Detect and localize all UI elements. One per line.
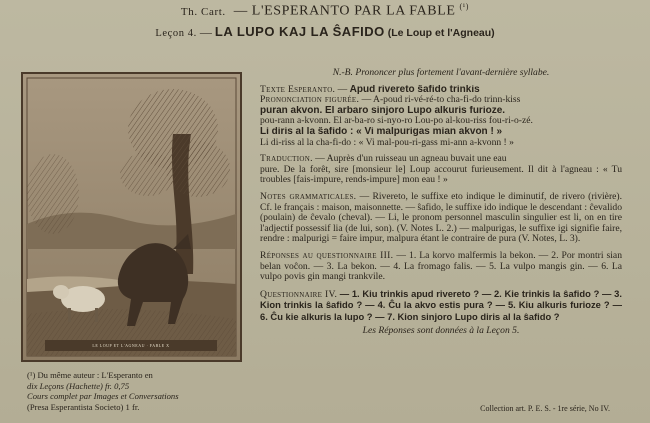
pronunciation-label: Prononciation figurée. [260,95,360,106]
engraving-plate-caption: LE LOUP ET L'AGNEAU · FABLE X [92,343,170,348]
footnote-line-4: (Presa Esperantista Societo) 1 fr. [27,401,140,412]
traduction-line-1: Traduction. — Auprès d'un ruisseau un agneau buvait une eau [260,154,507,165]
header-dash: — [233,2,248,18]
texte-line-1: Texte Esperanto. — Apud rivereto ŝafido trinkis [260,84,480,95]
answers-note: Les Réponses sont données à la Leçon 5. [362,326,520,337]
esperanto-line-3: Li diris al la ŝafido : « Vi malpurigas mian akvon ! » [260,126,503,137]
questionnaire-text: — 1. Kiu trinkis apud rivereto ? — 2. Kie trinkis la ŝafido ? — 3. Kion trinkis la ŝafido ? — 4. Ĉu la akvo estis pura ? — 5. Kiu alkuris furioze ? — 6. Ĉu kie alkuris la lupo ? — 7. Kion sinjoro Lupo diris al la ŝafido ? [260,287,622,322]
traduction-body: pure. De la forêt, sire [monsieur le] Loup accourut furieusement. Il dit à l'agneau : « Tu troubles [fais-impure, rends-impure] mon eau ! » [260,163,622,186]
title-footnote-mark: (¹) [459,2,470,11]
notes-text: — Rivereto, le suffixe eto indique le diminutif, de rivero (rivière). Cf. le français : maison, maisonnette. — ŝafido, le suffixe ido indique le descendant : ĉevalido (poulain) de ĉevalo (cheval). — Li, le pronom personnel masculin singulier est li, on en tire l'adjectif possessif lia (de lui, son). (V. Notes L. 2.) — malpurigas, le suffixe igi signifie faire, rendre : malpurigi = faire impur, malpura étant le contraire de pura (V. Notes, L. 3). [260,190,622,245]
pron-line-1 [260,95,622,106]
wolf-and-lamb-engraving [23,74,240,360]
series-header [0,2,650,20]
pronunciation-3: Li di-riss al la cha-fi-do : « Vi mal-pou-ri-gass mi-ann a-kvonn ! » [260,137,514,148]
footnote-line-3: Cours complet par Images et Conversations [27,391,179,401]
reponses-text: — 1. La korvo malfermis la bekon. — 2. Por montri sian belan voĉon. — 3. La bekon. — 4. La fromago falis. — 5. La vulpo mangis gin. — 6. La vulpo povis gin mangi trankvile. [260,249,622,283]
footnote-line-2: dix Leçons (Hachette) fr. 0,75 [27,380,130,391]
lesson-title: LA LUPO KAJ LA ŜAFIDO [214,24,385,39]
lesson-dash: — [199,25,212,39]
author-footnote [27,370,252,412]
pronunciation-1: — A-poud ri-vé-ré-to cha-fi-do trinn-kiss [359,95,521,106]
lesson-header [0,24,650,40]
lesson-text-column [260,68,622,337]
questionnaire-label: Questionnaire IV. [260,288,338,300]
author-name: Th. Cart. [180,5,226,18]
footnote-line-1: (¹) Du même auteur : L'Esperanto en [27,370,153,380]
series-title: L'ESPERANTO PAR LA FABLE [251,3,456,19]
esperanto-line-1: Apud rivereto ŝafido trinkis [349,84,480,95]
traduction-label: Traduction. [260,154,313,165]
reponses-label: Réponses au questionnaire III. [260,249,394,261]
questionnaire-paragraph [260,289,622,324]
esperanto-line-2: puran akvon. El arbaro sinjoro Lupo alkuris furioze. [260,105,506,116]
engraving-illustration [21,72,242,362]
pronunciation-note: N.-B. Prononcer plus fortement l'avant-dernière syllabe. [332,68,550,78]
notes-label: Notes grammaticales. [260,190,357,202]
notes-paragraph [260,192,622,245]
collection-imprint: Collection art. P. E. S. - 1re série, No IV. [480,404,610,413]
texte-label: Texte Esperanto. [260,84,336,95]
reponses-paragraph [260,251,622,283]
pronunciation-2: pou-rann a-kvonn. El ar-ba-ro si-nyo-ro Lou-po al-kou-riss fou-ri-o-zé. [260,116,533,127]
lesson-number: Leçon 4. [155,28,197,39]
lesson-french-title: (Le Loup et l'Agneau) [387,27,495,39]
